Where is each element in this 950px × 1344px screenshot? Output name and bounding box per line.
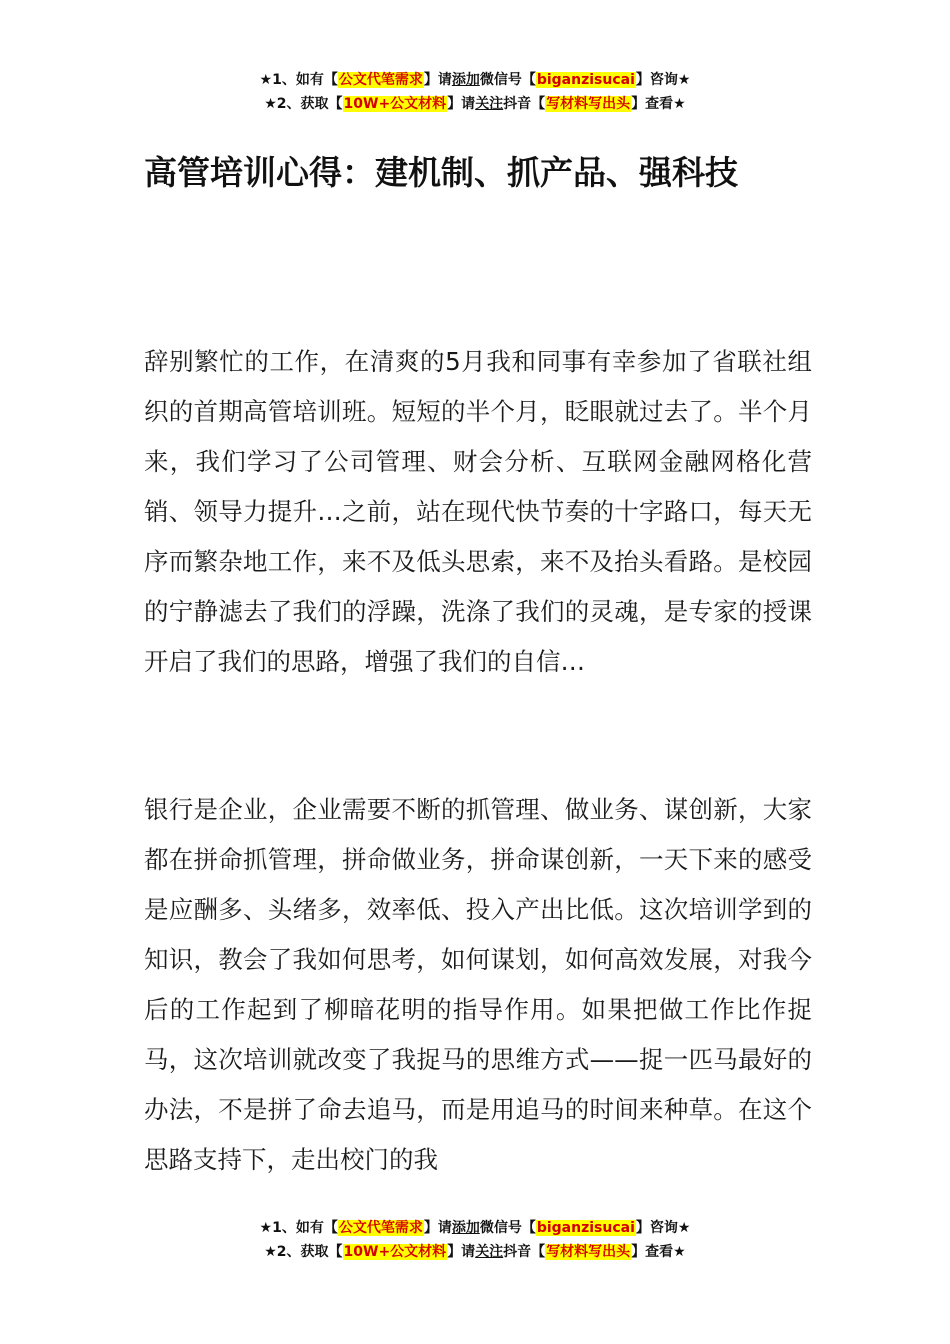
wechat-id: biganzisucai [536,72,635,88]
banner-line-1: ★1、如有【公文代笔需求】请添加微信号【biganzisucai】咨询★ [259,72,691,88]
banner-line-2: ★2、获取【10W+公文材料】请关注抖音【写材料写出头】查看★ [264,96,686,112]
highlight-materials: 10W+公文材料 [343,96,447,112]
highlight-service: 公文代笔需求 [338,1220,423,1236]
paragraph-1: 辞别繁忙的工作，在清爽的5月我和同事有幸参加了省联社组织的首期高管培训班。短短的半个月，眨眼就过去了。半个月来，我们学习了公司管理、财会分析、互联网金融网格化营销、领导力提升…之前，站在现代快节奏的十字路口，每天无序而繁杂地工作，来不及低头思索，来不及抬头看路。是校园的宁静滤去了我们的浮躁，洗涤了我们的灵魂，是专家的授课开启了我们的思路，增强了我们的自信… [144,347,812,676]
highlight-service: 公文代笔需求 [338,72,423,88]
douyin-account: 写材料写出头 [546,1244,631,1260]
banner-line-2: ★2、获取【10W+公文材料】请关注抖音【写材料写出头】查看★ [264,1244,686,1260]
highlight-materials: 10W+公文材料 [343,1244,447,1260]
header-banner [0,68,950,116]
wechat-id: biganzisucai [536,1220,635,1236]
document-title: 高管培训心得：建机制、抓产品、强科技 [144,153,738,192]
banner-line-1: ★1、如有【公文代笔需求】请添加微信号【biganzisucai】咨询★ [259,1220,691,1236]
footer-banner [0,1216,950,1264]
douyin-account: 写材料写出头 [546,96,631,112]
paragraph-2: 银行是企业，企业需要不断的抓管理、做业务、谋创新，大家都在拼命抓管理，拼命做业务，拼命谋创新，一天下来的感受是应酬多、头绪多，效率低、投入产出比低。这次培训学到的知识，教会了我如何思考，如何谋划，如何高效发展，对我今后的工作起到了柳暗花明的指导作用。如果把做工作比作捉马，这次培训就改变了我捉马的思维方式——捉一匹马最好的办法，不是拼了命去追马，而是用追马的时间来种草。在这个思路支持下，走出校门的我 [144,795,812,1174]
